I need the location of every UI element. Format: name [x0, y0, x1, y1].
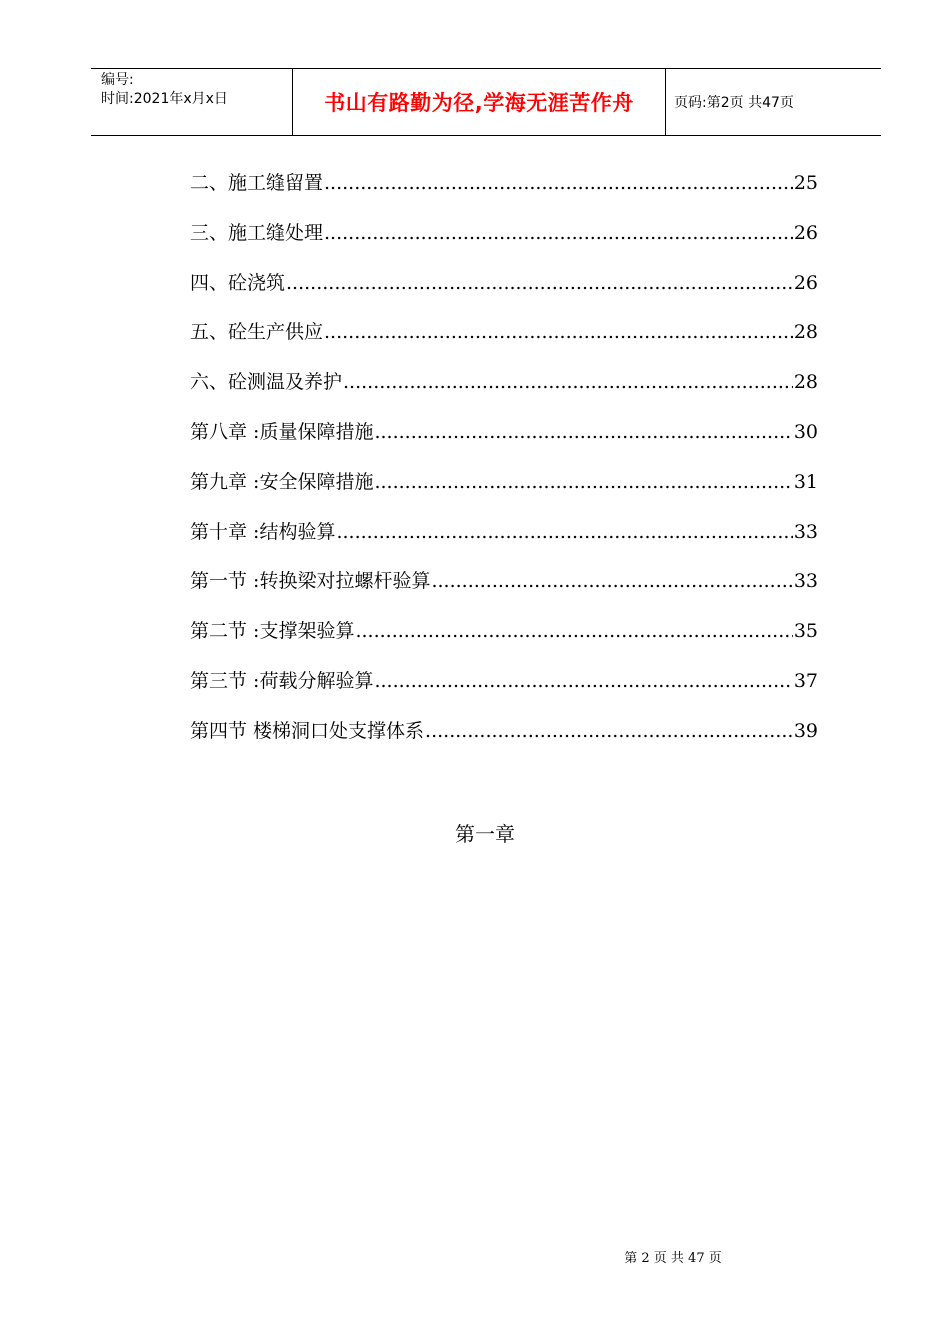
- toc-entry[interactable]: [190, 218, 818, 268]
- toc-entry-page: 28: [793, 321, 818, 344]
- toc-entry-title: 第一节 :转换梁对拉螺杆验算: [190, 570, 431, 593]
- toc-entry[interactable]: [190, 367, 818, 417]
- toc-leader-dots: [374, 471, 792, 493]
- toc-entry-title: 四、砼浇筑: [190, 271, 286, 294]
- toc-entry[interactable]: [190, 716, 818, 766]
- toc-leader-dots: [343, 371, 793, 393]
- toc-entry-title: 第九章 :安全保障措施: [190, 470, 374, 493]
- toc-leader-dots: [355, 620, 792, 642]
- toc-leader-dots: [425, 720, 793, 742]
- document-time-label: 时间:2021年x月x日: [101, 91, 228, 107]
- toc-entry-page: 28: [793, 371, 818, 394]
- toc-entry-title: 第四节 楼梯洞口处支撑体系: [190, 719, 425, 742]
- toc-entry-page: 31: [793, 470, 818, 493]
- toc-entry-title: 三、施工缝处理: [190, 221, 324, 244]
- toc-entry-title: 五、砼生产供应: [190, 321, 324, 344]
- toc-entry-title: 第二节 :支撑架验算: [190, 620, 355, 643]
- toc-leader-dots: [431, 570, 792, 592]
- toc-entry-page: 39: [793, 719, 818, 742]
- header-motto: 书山有路勤为径,学海无涯苦作舟: [324, 91, 634, 115]
- table-of-contents: [190, 168, 818, 766]
- toc-entry[interactable]: [190, 666, 818, 716]
- toc-entry-title: 第三节 :荷载分解验算: [190, 669, 374, 692]
- toc-entry[interactable]: [190, 268, 818, 318]
- toc-entry-title: 第十章 :结构验算: [190, 520, 336, 543]
- toc-leader-dots: [374, 421, 792, 443]
- toc-entry[interactable]: [190, 467, 818, 517]
- toc-entry-page: 33: [793, 520, 818, 543]
- toc-entry-title: 第八章 :质量保障措施: [190, 420, 374, 443]
- toc-leader-dots: [324, 222, 793, 244]
- page-header: [91, 68, 881, 136]
- toc-entry-title: 二、施工缝留置: [190, 172, 324, 194]
- toc-leader-dots: [286, 272, 793, 294]
- page-footer: 第 2 页 共 47 页: [624, 1251, 722, 1266]
- toc-entry-page: 33: [793, 570, 818, 593]
- toc-entry[interactable]: [190, 317, 818, 367]
- toc-entry-title: 六、砼测温及养护: [190, 371, 343, 394]
- toc-entry[interactable]: [190, 566, 818, 616]
- toc-entry-page: 26: [793, 221, 818, 244]
- toc-entry[interactable]: [190, 417, 818, 467]
- toc-leader-dots: [336, 521, 792, 543]
- header-page-label: 页码:第2页 共47页: [674, 95, 794, 111]
- header-page-cell: [666, 69, 881, 135]
- header-motto-cell: [293, 69, 666, 135]
- toc-entry-page: 25: [793, 172, 818, 194]
- toc-entry-page: 37: [793, 669, 818, 692]
- toc-entry-page: 26: [793, 271, 818, 294]
- toc-entry[interactable]: [190, 517, 818, 567]
- toc-entry[interactable]: [190, 616, 818, 666]
- toc-entry-page: 35: [793, 620, 818, 643]
- toc-leader-dots: [374, 670, 792, 692]
- toc-leader-dots: [324, 172, 793, 194]
- chapter-heading: 第一章: [455, 822, 515, 846]
- document-code-label: 编号:: [101, 72, 134, 88]
- header-meta-cell: [91, 69, 293, 135]
- toc-entry-page: 30: [793, 420, 818, 443]
- toc-entry[interactable]: [190, 168, 818, 218]
- toc-leader-dots: [324, 321, 793, 343]
